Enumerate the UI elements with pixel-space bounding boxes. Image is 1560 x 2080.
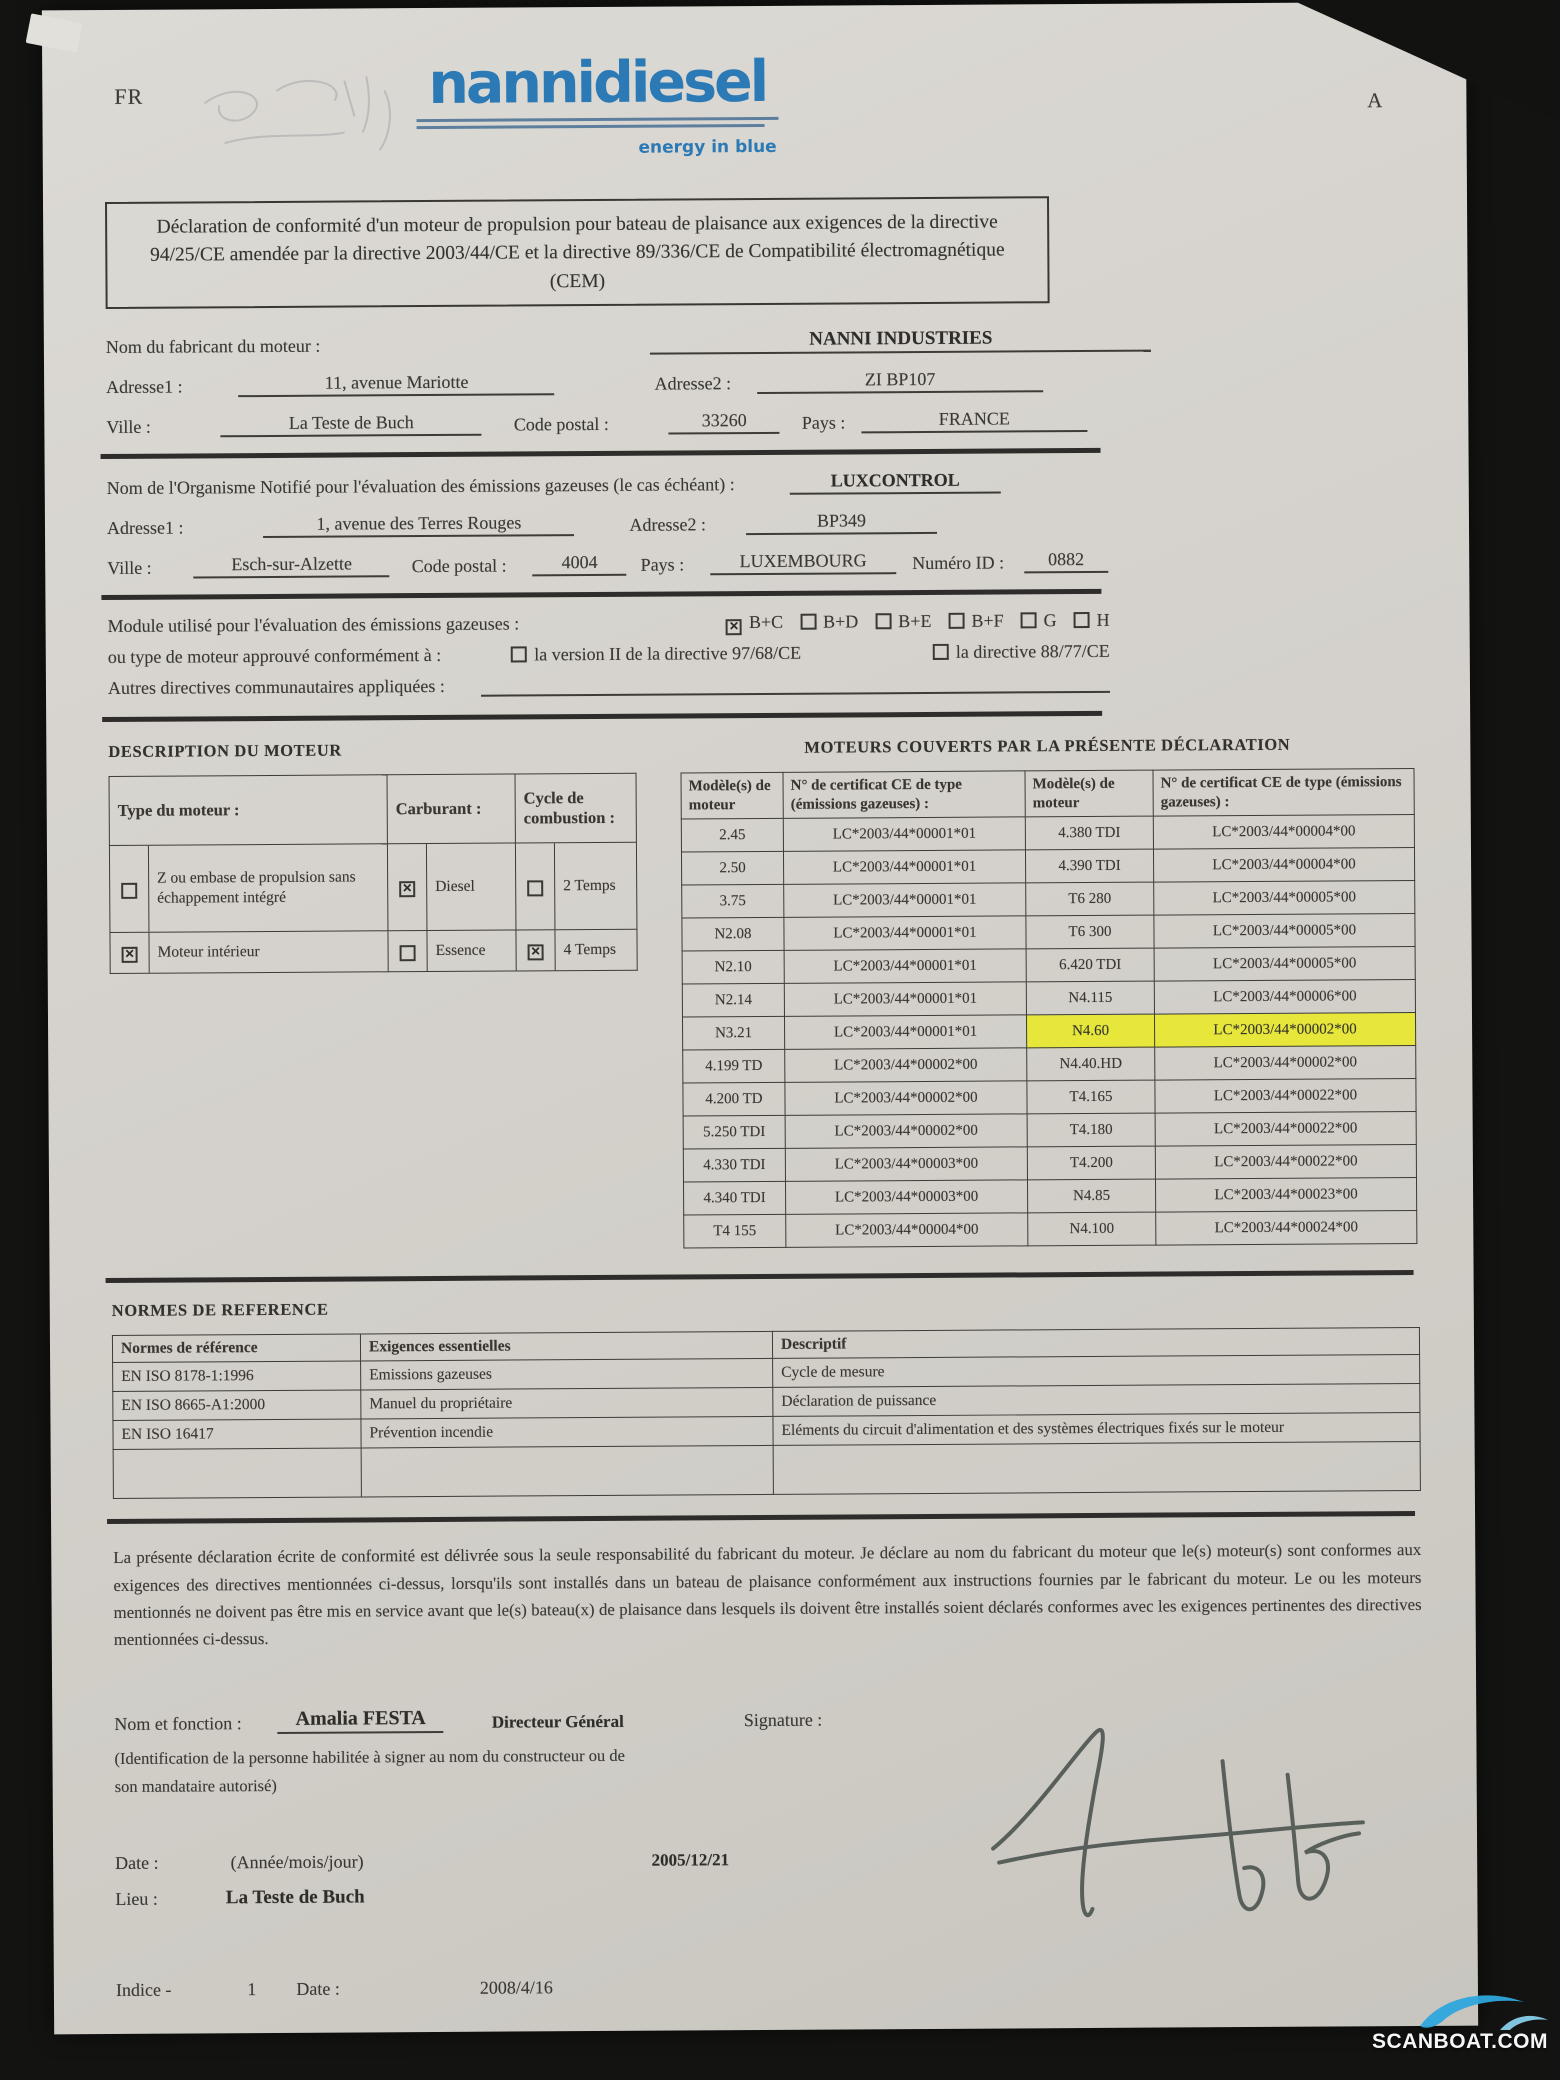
index-value: 1 [247, 1979, 257, 2000]
model-cell: T6 280 [1026, 882, 1154, 916]
notified-body-address1-value: 1, avenue des Terres Rouges [263, 512, 574, 538]
standards-col-header: Descriptif [772, 1328, 1419, 1359]
cert-cell: LC*2003/44*00005*00 [1154, 881, 1415, 916]
cycle-option-4t [516, 930, 636, 971]
model-cell: N3.21 [682, 1017, 784, 1051]
place-label: Lieu : [115, 1888, 158, 1910]
notified-body-name-row [107, 467, 1413, 499]
checkbox-sterndrive [121, 883, 137, 899]
module-option-bf-label: B+F [971, 610, 1004, 631]
approval-option-2 [933, 641, 1110, 663]
cert-cell: LC*2003/44*00001*01 [783, 850, 1025, 884]
model-cell: 5.250 TDI [683, 1116, 785, 1150]
notified-body-name-label: Nom de l'Organisme Notifié pour l'évaluation des émissions gazeuses (le cas échéant) : [106, 473, 735, 498]
other-directives-label: Autres directives communautaires appliquées : [107, 675, 445, 698]
cert-cell: LC*2003/44*00001*01 [783, 817, 1025, 851]
index-row [116, 1972, 1422, 2001]
cert-cell: LC*2003/44*00024*00 [1156, 1211, 1417, 1246]
cert-cell: LC*2003/44*00002*00 [785, 1114, 1027, 1148]
notified-body-address-row [107, 507, 1413, 539]
cert-cell: LC*2003/44*00005*00 [1154, 947, 1415, 982]
type-option-inboard [110, 931, 387, 973]
manufacturer-address1-label: Adresse1 : [106, 376, 183, 397]
section-divider [106, 1270, 1414, 1283]
module-option-be-label: B+E [898, 610, 932, 631]
cert-cell: LC*2003/44*00022*00 [1155, 1112, 1416, 1147]
notified-body-country-label: Pays : [640, 554, 685, 575]
cert-cell: LC*2003/44*00002*00 [785, 1048, 1027, 1082]
cov-header-row [681, 768, 1414, 819]
engine-row [684, 1211, 1417, 1248]
manufacturer-city-label: Ville : [106, 416, 151, 437]
document-content [42, 2, 1478, 2002]
standard-requirement: Manuel du propriétaire [361, 1388, 773, 1420]
model-cell: N4.100 [1028, 1212, 1156, 1246]
module-option-h [1074, 610, 1110, 631]
model-cell: 2.50 [681, 852, 783, 886]
engine-row [684, 1178, 1417, 1215]
checkbox-h [1074, 612, 1090, 628]
fuel-option-diesel [388, 843, 516, 930]
scanboat-watermark [1316, 1986, 1556, 2060]
cert-cell: LC*2003/44*00006*00 [1154, 980, 1415, 1015]
model-cell: T4.200 [1027, 1146, 1155, 1180]
cert-header-left: N° de certificat CE de type (émissions gazeuses) : [783, 771, 1025, 819]
model-cell: 4.380 TDI [1025, 816, 1153, 850]
engine-row [683, 1112, 1416, 1149]
declaration-title-cem: (CEM) [549, 270, 606, 292]
engine-row [682, 881, 1415, 918]
signatory-note-line1: (Identification de la personne habilitée à signer au nom du constructeur ou de [114, 1745, 625, 1769]
model-cell: T4 155 [684, 1215, 786, 1249]
cycle-option-4t-label: 4 Temps [563, 940, 617, 959]
engine-row [682, 947, 1415, 984]
engine-description-heading: DESCRIPTION DU MOTEUR [108, 740, 342, 761]
notified-body-id-value: 0882 [1024, 549, 1108, 574]
cert-cell: LC*2003/44*00001*01 [784, 916, 1026, 950]
signatory-name-label: Nom et fonction : [114, 1713, 242, 1735]
model-cell: 6.420 TDI [1026, 948, 1154, 982]
manufacturer-address2-label: Adresse2 : [654, 372, 732, 394]
manufacturer-address1-value: 11, avenue Mariotte [239, 371, 555, 397]
checkbox-be [875, 613, 891, 629]
module-option-be [875, 611, 931, 632]
desc-row-1 [109, 842, 637, 932]
section-divider [107, 1511, 1415, 1524]
module-options [726, 610, 1110, 633]
declaration-paragraph: La présente déclaration écrite de conformité est délivrée sous la seule responsabilité du fabricant du moteur. Je déclare au nom du fabricant du moteur que le(s) moteur(s) sont conformes aux exigences des directives mentionnées ci-dessus, lorsqu'ils sont installés dans un bateau de plaisance conformément aux instructions fournies par le fabricant du moteur. Le ou les moteurs mentionnés ne doivent pas être mis en service avant que le(s) bateau(x) de plaisance dans lesquels ils doivent être installés soient déclarés conformes avec les exigences pertinentes des directives mentionnées ci-dessus. [113, 1540, 1422, 1649]
standard-ref: EN ISO 8665-A1:2000 [113, 1390, 361, 1421]
model-cell: 4.340 TDI [684, 1182, 786, 1216]
engine-row-highlighted [682, 1013, 1415, 1050]
manufacturer-postal-label: Code postal : [513, 413, 609, 435]
checkbox-4temps [528, 944, 544, 960]
engine-row [682, 914, 1415, 951]
engine-row [681, 848, 1414, 885]
model-cell: N2.10 [682, 951, 784, 985]
approval-option-1 [511, 643, 801, 666]
cycle-option-2t-label: 2 Temps [563, 876, 616, 895]
place-value: La Teste de Buch [225, 1886, 365, 1909]
standard-description: Déclaration de puissance [773, 1384, 1420, 1417]
signatory-function: Directeur Général [491, 1711, 624, 1732]
signatory-name: Amalia FESTA [278, 1707, 444, 1734]
cert-cell: LC*2003/44*00022*00 [1155, 1145, 1416, 1180]
module-option-bd [800, 611, 858, 632]
model-cell: 4.200 TD [683, 1083, 785, 1117]
cert-cell: LC*2003/44*00022*00 [1155, 1079, 1416, 1114]
cycle-option-2t [516, 843, 637, 930]
cert-cell-highlighted: LC*2003/44*00002*00 [1154, 1013, 1415, 1048]
handwritten-signature [982, 1714, 1393, 1942]
model-cell: N4.40.HD [1027, 1047, 1155, 1081]
standards-table [112, 1327, 1421, 1499]
document-header [104, 42, 1411, 202]
type-header: Type du moteur : [109, 775, 387, 846]
standards-col-header: Exigences essentielles [360, 1332, 772, 1362]
cert-cell: LC*2003/44*00001*01 [784, 982, 1026, 1016]
model-header-right: Modèle(s) de moteur [1025, 770, 1153, 817]
cert-cell: LC*2003/44*00023*00 [1155, 1178, 1416, 1213]
model-cell: 4.390 TDI [1025, 849, 1153, 883]
brand-logo [416, 48, 779, 159]
checkbox-bc [726, 619, 742, 635]
signature-label: Signature : [743, 1709, 823, 1731]
fuel-option-essence-label: Essence [435, 941, 486, 960]
engines-covered-table [680, 768, 1417, 1249]
checkbox-directive-8877 [933, 644, 949, 660]
manufacturer-address-row [106, 366, 1412, 398]
notified-body-city-row [107, 547, 1413, 579]
engine-row [683, 1145, 1416, 1182]
manufacturer-name-label: Nom du fabricant du moteur : [105, 335, 321, 357]
standard-ref: EN ISO 8178-1:1996 [113, 1361, 361, 1392]
standard-description: Eléments du circuit d'alimentation et des systèmes électriques fixés sur le moteur [773, 1413, 1420, 1446]
checkbox-2temps [527, 880, 543, 896]
module-row [108, 610, 1110, 637]
approval-option-1-label: la version II de la directive 97/68/CE [534, 642, 802, 665]
type-option-inboard-label: Moteur intérieur [157, 943, 260, 961]
notified-body-postal-value: 4004 [533, 552, 627, 577]
section-divider [101, 448, 1101, 459]
model-cell: T4.165 [1027, 1080, 1155, 1114]
manufacturer-city-row [106, 406, 1412, 438]
manufacturer-country-value: FRANCE [861, 408, 1087, 433]
manufacturer-city-value: La Teste de Buch [221, 411, 482, 437]
cert-cell: LC*2003/44*00002*00 [1155, 1046, 1416, 1081]
model-cell: N4.115 [1026, 981, 1154, 1015]
cert-cell: LC*2003/44*00003*00 [786, 1180, 1028, 1214]
module-option-bf [948, 610, 1003, 631]
model-cell: T4.180 [1027, 1113, 1155, 1147]
cert-cell: LC*2003/44*00004*00 [1153, 848, 1414, 883]
model-cell-highlighted: N4.60 [1026, 1014, 1154, 1048]
standards-col-header: Normes de référence [112, 1334, 360, 1363]
notified-body-country-value: LUXEMBOURG [710, 550, 896, 575]
brand-wordmark: nannidiesel [428, 48, 767, 118]
cert-cell: LC*2003/44*00001*01 [784, 883, 1026, 917]
cert-cell: LC*2003/44*00004*00 [1153, 815, 1414, 850]
brand-underline-2 [417, 124, 765, 129]
manufacturer-address2-value: ZI BP107 [757, 368, 1043, 394]
manufacturer-country-label: Pays : [801, 412, 846, 433]
index-date-value: 2008/4/16 [479, 1977, 553, 1998]
standard-requirement: Emissions gazeuses [361, 1359, 773, 1391]
index-label: Indice - [115, 1979, 172, 2001]
checkbox-directive-9768 [511, 646, 527, 662]
approval-label: ou type de moteur approuvé conformément à : [107, 644, 442, 667]
checkbox-g [1021, 612, 1037, 628]
other-directives-row [108, 672, 1110, 699]
standard-description: Cycle de mesure [773, 1355, 1420, 1388]
signatory-note-line2: son mandataire autorisé) [114, 1776, 277, 1797]
model-cell: N4.85 [1027, 1179, 1155, 1213]
model-cell: T6 300 [1026, 915, 1154, 949]
watermark-text: SCANBOAT.COM [1372, 2030, 1548, 2053]
checkbox-bd [800, 613, 816, 629]
notified-body-address2-label: Adresse2 : [629, 514, 707, 535]
model-cell: 4.199 TD [683, 1050, 785, 1084]
engine-row [682, 980, 1415, 1017]
notified-body-address2-value: BP349 [746, 510, 937, 535]
desc-row-2 [110, 929, 637, 973]
standard-requirement: Prévention incendie [361, 1417, 773, 1449]
manufacturer-name-row [106, 325, 1412, 358]
module-option-g-label: G [1043, 609, 1057, 631]
notified-body-id-label: Numéro ID : [912, 552, 1005, 573]
notified-body-city-label: Ville : [107, 557, 152, 578]
fuel-option-diesel-label: Diesel [435, 877, 475, 896]
faint-stamp-scribble [192, 58, 443, 190]
cycle-header: Cycle de combustion : [515, 773, 636, 843]
engines-covered-heading: MOTEURS COUVERTS PAR LA PRÉSENTE DÉCLARATION [804, 734, 1291, 757]
module-option-bd-label: B+D [823, 611, 859, 632]
approval-option-2-label: la directive 88/77/CE [955, 640, 1110, 662]
module-label: Module utilisé pour l'évaluation des émissions gazeuses : [107, 613, 520, 636]
model-cell: 4.330 TDI [683, 1149, 785, 1183]
section-divider [101, 589, 1101, 600]
checkbox-essence [400, 945, 416, 961]
manufacturer-postal-value: 33260 [669, 410, 780, 435]
language-code: FR [114, 83, 144, 109]
model-cell: N2.08 [682, 918, 784, 952]
tables-region [108, 734, 1417, 1252]
index-date-label: Date : [296, 1978, 340, 1999]
desc-header-row [109, 773, 636, 845]
date-value: 2005/12/21 [651, 1850, 730, 1870]
model-cell: N2.14 [682, 984, 784, 1018]
notified-body-name-value: LUXCONTROL [790, 469, 1001, 494]
date-format-hint: (Année/mois/jour) [230, 1851, 364, 1873]
fuel-option-essence [388, 930, 515, 971]
engine-row [683, 1079, 1416, 1116]
declaration-title-box [105, 196, 1050, 309]
engine-type-approval-row [108, 641, 1110, 668]
model-cell: 2.45 [681, 819, 783, 853]
cert-cell: LC*2003/44*00005*00 [1154, 914, 1415, 949]
standard-ref: EN ISO 16417 [113, 1419, 361, 1450]
notified-body-address1-label: Adresse1 : [106, 517, 184, 538]
checkbox-inboard [122, 947, 138, 963]
other-directives-value [481, 690, 1110, 697]
engine-row [681, 815, 1414, 852]
checkbox-diesel [399, 881, 415, 897]
module-option-bc [726, 612, 783, 633]
module-option-h-label: H [1096, 609, 1110, 630]
cert-cell: LC*2003/44*00001*01 [784, 1015, 1026, 1049]
notified-body-city-value: Esch-sur-Alzette [194, 553, 390, 578]
engines-covered-block [680, 734, 1417, 1249]
standards-empty-row [113, 1442, 1420, 1499]
engine-description-table [109, 773, 638, 974]
declaration-title: Déclaration de conformité d'un moteur de propulsion pour bateau de plaisance aux exigences de la directive 94/25/CE amendée par la directive 2003/44/CE et la directive 89/336/CE de Compatibilité électromagnétique [150, 211, 1005, 266]
manufacturer-name-value: NANNI INDUSTRIES [650, 326, 1151, 354]
brand-underline-1 [417, 117, 779, 122]
document-sheet [42, 2, 1478, 2035]
model-header-left: Modèle(s) de moteur [681, 772, 783, 819]
fuel-header: Carburant : [387, 774, 515, 844]
cert-header-right: N° de certificat CE de type (émissions gazeuses) : [1153, 768, 1414, 816]
brand-tagline: energy in blue [638, 136, 777, 158]
standards-heading: NORMES DE REFERENCE [111, 1299, 329, 1321]
section-divider [102, 711, 1102, 722]
checkbox-bf [948, 613, 964, 629]
module-option-g [1021, 610, 1057, 631]
notified-body-postal-label: Code postal : [411, 555, 507, 576]
cert-cell: LC*2003/44*00001*01 [784, 949, 1026, 983]
type-option-sterndrive-label: Z ou embase de propulsion sans échappement intégré [157, 868, 356, 907]
cert-cell: LC*2003/44*00002*00 [785, 1081, 1027, 1115]
cert-cell: LC*2003/44*00003*00 [785, 1147, 1027, 1181]
engine-row [683, 1046, 1416, 1083]
module-option-bc-label: B+C [748, 611, 784, 632]
page-corner-letter: A [1367, 88, 1383, 113]
engine-description-block [108, 739, 637, 974]
date-label: Date : [115, 1852, 159, 1874]
model-cell: 3.75 [682, 885, 784, 919]
cert-cell: LC*2003/44*00004*00 [786, 1213, 1028, 1247]
type-option-sterndrive [110, 844, 388, 932]
